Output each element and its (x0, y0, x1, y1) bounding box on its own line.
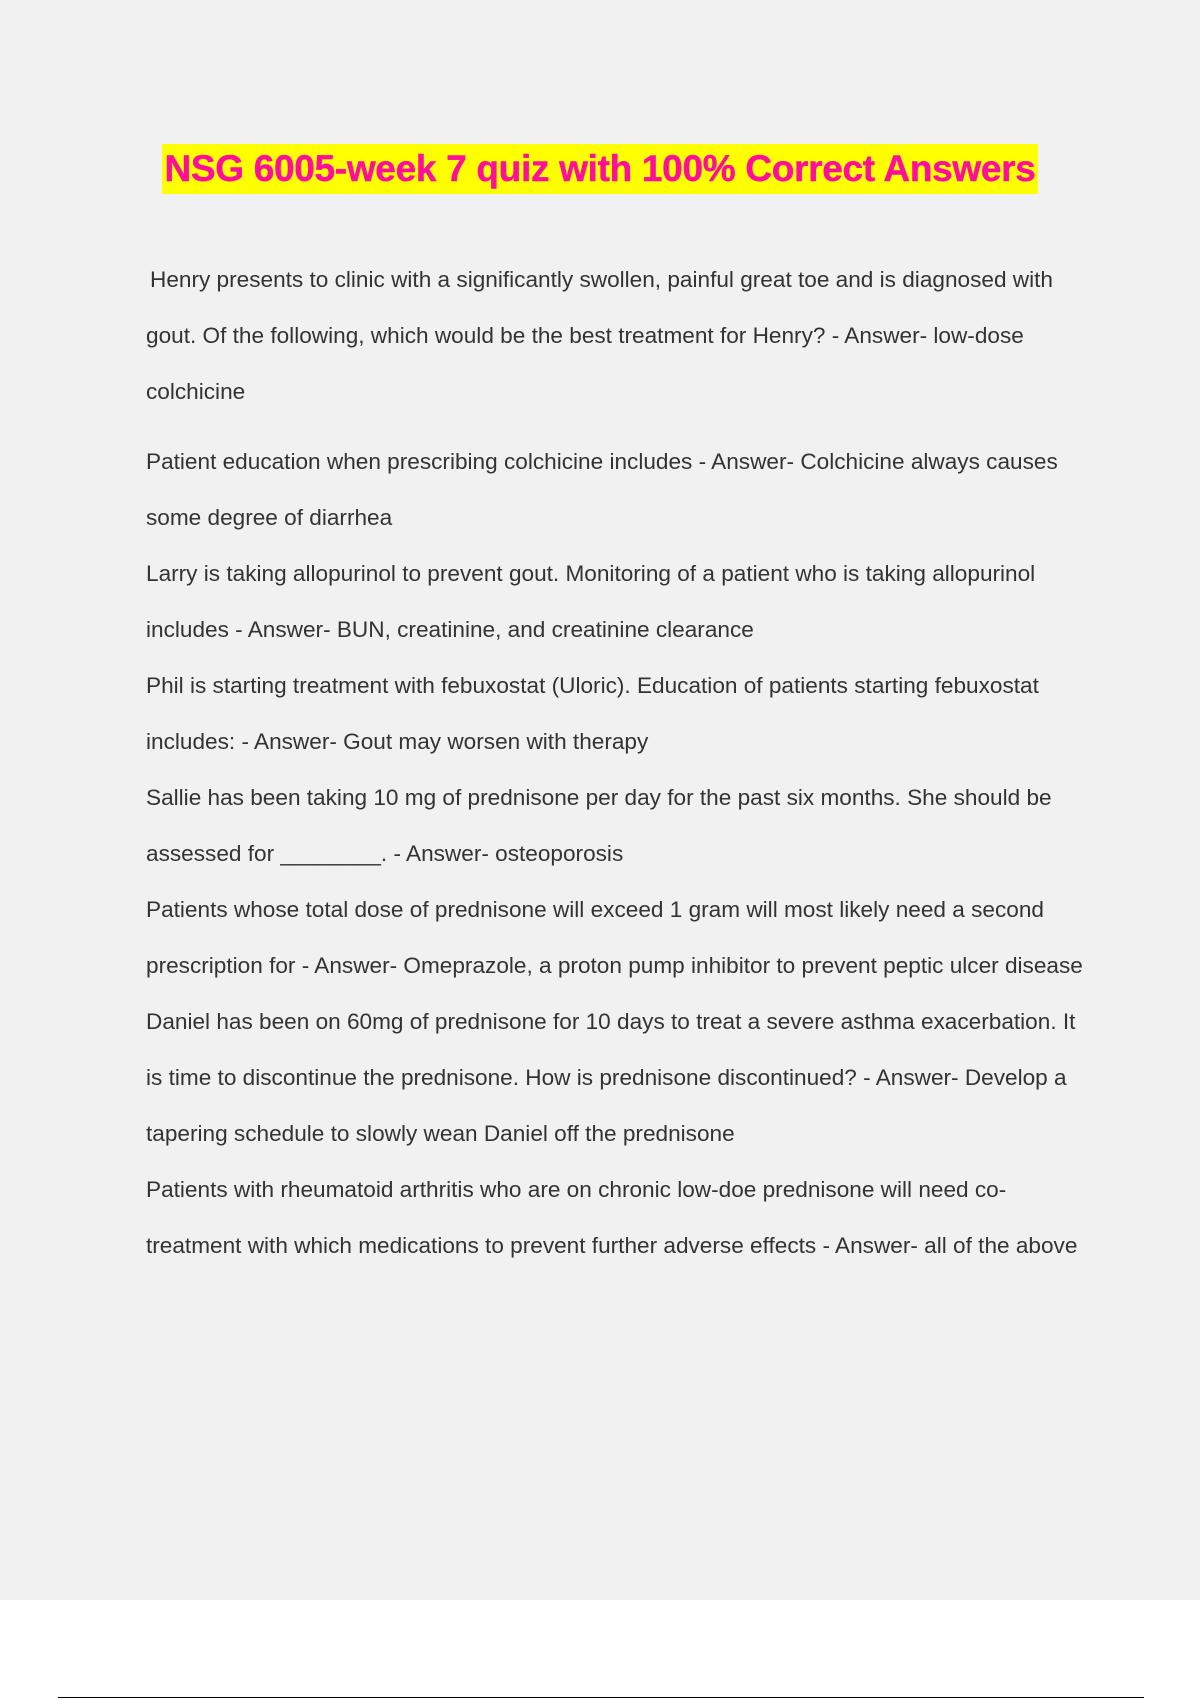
title-container (0, 144, 1200, 194)
quiz-item: Patients whose total dose of prednisone will exceed 1 gram will most likely need a second prescription for - Answer- Omeprazole, a proton pump inhibitor to prevent peptic ulcer disease (146, 897, 1083, 978)
document-title: NSG 6005-week 7 quiz with 100% Correct Answers (162, 144, 1037, 194)
quiz-item: Patients with rheumatoid arthritis who are on chronic low-doe prednisone will need co-treatment with which medications to prevent further adverse effects - Answer- all of the above (146, 1177, 1078, 1258)
quiz-content (146, 252, 1096, 1274)
quiz-item: Daniel has been on 60mg of prednisone for 10 days to treat a severe asthma exacerbation. It is time to discontinue the prednisone. How is prednisone discontinued? - Answer- Develop a tapering schedule to slowly wean Daniel off the prednisone (146, 1009, 1076, 1146)
footer-divider (58, 1697, 1144, 1698)
quiz-item: Henry presents to clinic with a significantly swollen, painful great toe and is diagnosed with gout. Of the following, which would be the best treatment for Henry? - Answer- low-dose colchicine (146, 267, 1053, 404)
quiz-item: Patient education when prescribing colchicine includes - Answer- Colchicine always causes some degree of diarrhea (146, 449, 1058, 530)
quiz-item: Sallie has been taking 10 mg of prednisone per day for the past six months. She should be assessed for ________. - Answer- osteoporosis (146, 785, 1052, 866)
quiz-item: Larry is taking allopurinol to prevent gout. Monitoring of a patient who is taking allopurinol includes - Answer- BUN, creatinine, and creatinine clearance (146, 561, 1036, 642)
quiz-item: Phil is starting treatment with febuxostat (Uloric). Education of patients starting febuxostat includes: - Answer- Gout may worsen with therapy (146, 673, 1039, 754)
